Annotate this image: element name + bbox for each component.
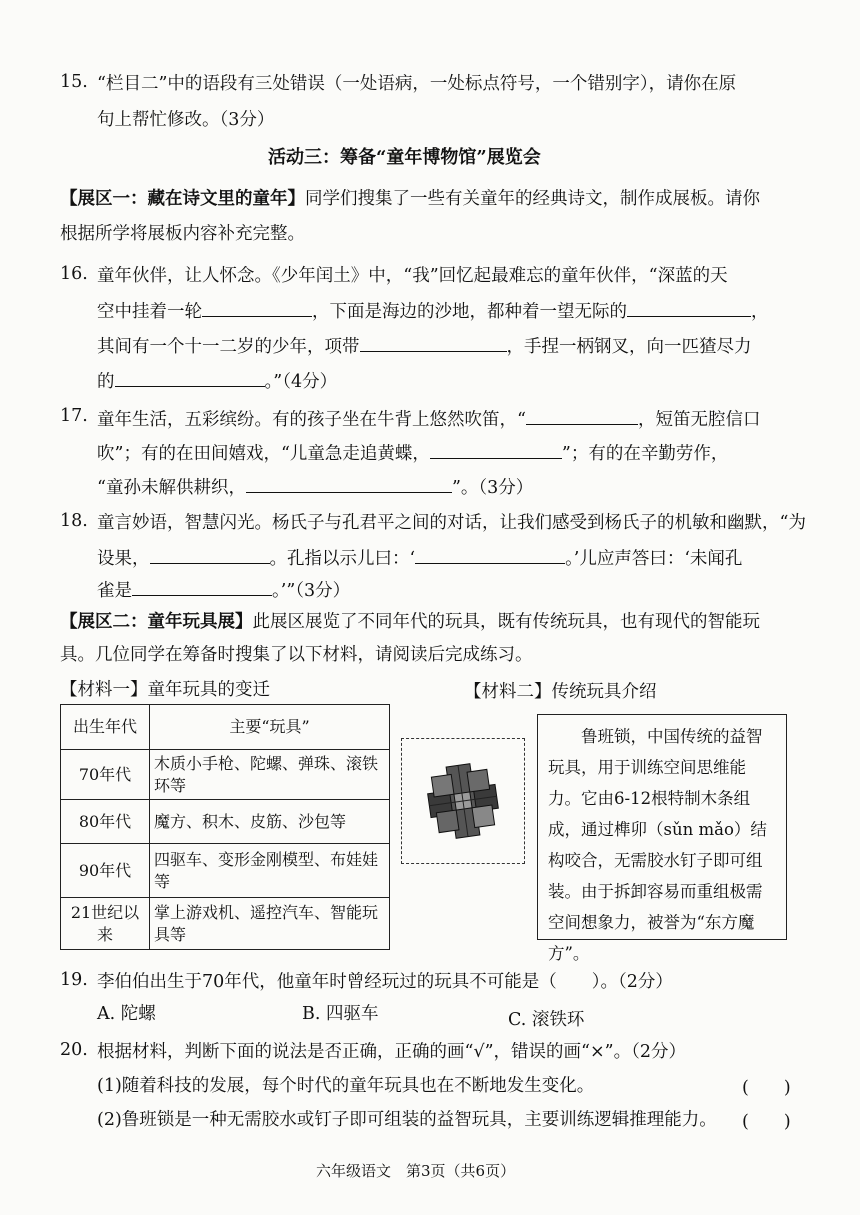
- q20-item-2: (2)鲁班锁是一种无需胶水或钉子即可组装的益智玩具，主要训练逻辑推理能力。: [97, 1110, 717, 1130]
- zone2-text2: 具。几位同学在筹备时搜集了以下材料，请阅读后完成练习。: [60, 645, 533, 665]
- q15-line1: “栏目二”中的语段有三处错误（一处语病，一处标点符号，一个错别字），请你在原: [97, 74, 737, 94]
- q16-text: 的: [97, 372, 115, 392]
- answer-blank[interactable]: [415, 545, 565, 564]
- q16-text: 其间有一个十一二岁的少年，项带: [97, 337, 360, 357]
- zone1-text2: 根据所学将展板内容补充完整。: [60, 224, 305, 244]
- zone2-intro: [60, 610, 760, 634]
- q17-number: 17.: [60, 406, 88, 426]
- table-header: 主要“玩具”: [150, 705, 390, 750]
- zone1-title: 【展区一：藏在诗文里的童年】: [60, 189, 305, 209]
- q18-line3: [97, 577, 350, 603]
- q17-line2: [97, 440, 728, 466]
- q19-option-c[interactable]: C. 滚铁环: [508, 1010, 585, 1030]
- table-cell: 21世纪以来: [61, 898, 150, 950]
- q18-text: 雀是: [97, 581, 132, 601]
- q16-number: 16.: [60, 264, 88, 284]
- q15-number: 15.: [60, 72, 88, 92]
- q17-line1: [97, 406, 760, 432]
- q19-option-b[interactable]: B. 四驱车: [302, 1004, 379, 1024]
- luban-lock-image-frame: [401, 738, 525, 864]
- q17-text: ”。（3分）: [451, 478, 534, 498]
- page-footer: 六年级语文 第3页（共6页）: [316, 1162, 516, 1180]
- q16-line1: 童年伙伴，让人怀念。《少年闰土》中，“我”回忆起最难忘的童年伙伴，“深蓝的天: [97, 266, 728, 286]
- answer-blank[interactable]: [132, 577, 272, 596]
- table-cell: 90年代: [61, 844, 150, 898]
- q16-text: 。”（4分）: [264, 372, 338, 392]
- activity3-title: 活动三：筹备“童年博物馆”展览会: [268, 147, 541, 168]
- table-cell: 掌上游戏机、遥控汽车、智能玩具等: [150, 898, 390, 950]
- q18-line1: 童言妙语，智慧闪光。杨氏子与孔君平之间的对话，让我们感受到杨氏子的机敏和幽默，“为: [97, 513, 806, 533]
- q18-line2: [97, 545, 742, 571]
- q16-line2: [97, 298, 769, 324]
- answer-parenthesis[interactable]: ( ): [742, 1112, 791, 1132]
- answer-blank[interactable]: [526, 406, 638, 425]
- q18-number: 18.: [60, 511, 88, 531]
- zone2-title: 【展区二：童年玩具展】: [60, 612, 253, 632]
- q19-stem: 李伯伯出生于70年代，他童年时曾经玩过的玩具不可能是（ ）。（2分）: [97, 972, 673, 992]
- q17-line3: [97, 474, 533, 500]
- table-cell: 四驱车、变形金刚模型、布娃娃等: [150, 844, 390, 898]
- q18-text: 。’”（3分）: [272, 581, 351, 601]
- q17-text: ，短笛无腔信口: [637, 410, 761, 430]
- table-row: [61, 844, 390, 898]
- table-row: [61, 800, 390, 844]
- zone2-text1: 此展区展览了不同年代的玩具，既有传统玩具，也有现代的智能玩: [252, 612, 760, 632]
- table-header-row: [61, 705, 390, 750]
- table-cell: 魔方、积木、皮筋、沙包等: [150, 800, 390, 844]
- answer-blank[interactable]: [115, 368, 265, 387]
- q17-text: 童年生活，五彩缤纷。有的孩子坐在牛背上悠然吹笛，“: [97, 410, 526, 430]
- answer-parenthesis[interactable]: ( ): [742, 1078, 791, 1098]
- table-cell: 70年代: [61, 750, 150, 800]
- answer-blank[interactable]: [430, 440, 562, 459]
- q18-text: 。孔指以示儿曰：‘: [269, 549, 416, 569]
- q17-text: ”；有的在辛勤劳作，: [561, 444, 729, 464]
- q16-line4: [97, 368, 337, 394]
- toy-table: [60, 704, 390, 950]
- zone1-intro: [60, 187, 760, 211]
- q15-line2: 句上帮忙修改。（3分）: [97, 110, 275, 130]
- q18-text: 。’儿应声答曰：‘未闻孔: [565, 549, 743, 569]
- material2-title: 【材料二】传统玩具介绍: [464, 682, 657, 702]
- luban-lock-text: 鲁班锁，中国传统的益智玩具，用于训练空间思维能力。它由6-12根特制木条组成，通过榫卯（sǔn mǎo）结构咬合，无需胶水钉子即可组装。由于拆卸容易而重组极需空间想象力，被誉为“东方魔方”。: [548, 727, 767, 963]
- answer-blank[interactable]: [150, 545, 270, 564]
- answer-blank[interactable]: [202, 298, 312, 317]
- q20-stem: 根据材料，判断下面的说法是否正确，正确的画“√”，错误的画“×”。（2分）: [97, 1042, 686, 1062]
- zone1-text1: 同学们搜集了一些有关童年的经典诗文，制作成展板。请你: [305, 189, 760, 209]
- q19-option-a[interactable]: A. 陀螺: [97, 1004, 156, 1024]
- q16-text: ，下面是海边的沙地，都种着一望无际的: [312, 302, 627, 322]
- table-cell: 木质小手枪、陀螺、弹珠、滚铁环等: [150, 750, 390, 800]
- table-cell: 80年代: [61, 800, 150, 844]
- luban-lock-description: [537, 714, 787, 963]
- table-header: 出生年代: [61, 705, 150, 750]
- q20-number: 20.: [60, 1040, 88, 1060]
- q16-text: ，: [751, 302, 769, 322]
- q17-text: 吹”；有的在田间嬉戏，“儿童急走追黄蝶，: [97, 444, 430, 464]
- q20-item-1: (1)随着科技的发展，每个时代的童年玩具也在不断地发生变化。: [97, 1076, 595, 1096]
- material1-title: 【材料一】童年玩具的变迁: [60, 680, 270, 700]
- answer-blank[interactable]: [627, 298, 751, 317]
- q16-text: 空中挂着一轮: [97, 302, 202, 322]
- q16-line3: [97, 333, 752, 359]
- q18-text: 设果，: [97, 549, 150, 569]
- table-row: [61, 750, 390, 800]
- q19-number: 19.: [60, 970, 88, 990]
- luban-lock-image: [402, 739, 524, 863]
- table-row: [61, 898, 390, 950]
- q16-text: ，手捏一柄钢叉，向一匹猹尽力: [506, 337, 752, 357]
- q17-text: “童孙未解供耕织，: [97, 478, 246, 498]
- answer-blank[interactable]: [246, 474, 452, 493]
- answer-blank[interactable]: [360, 333, 507, 352]
